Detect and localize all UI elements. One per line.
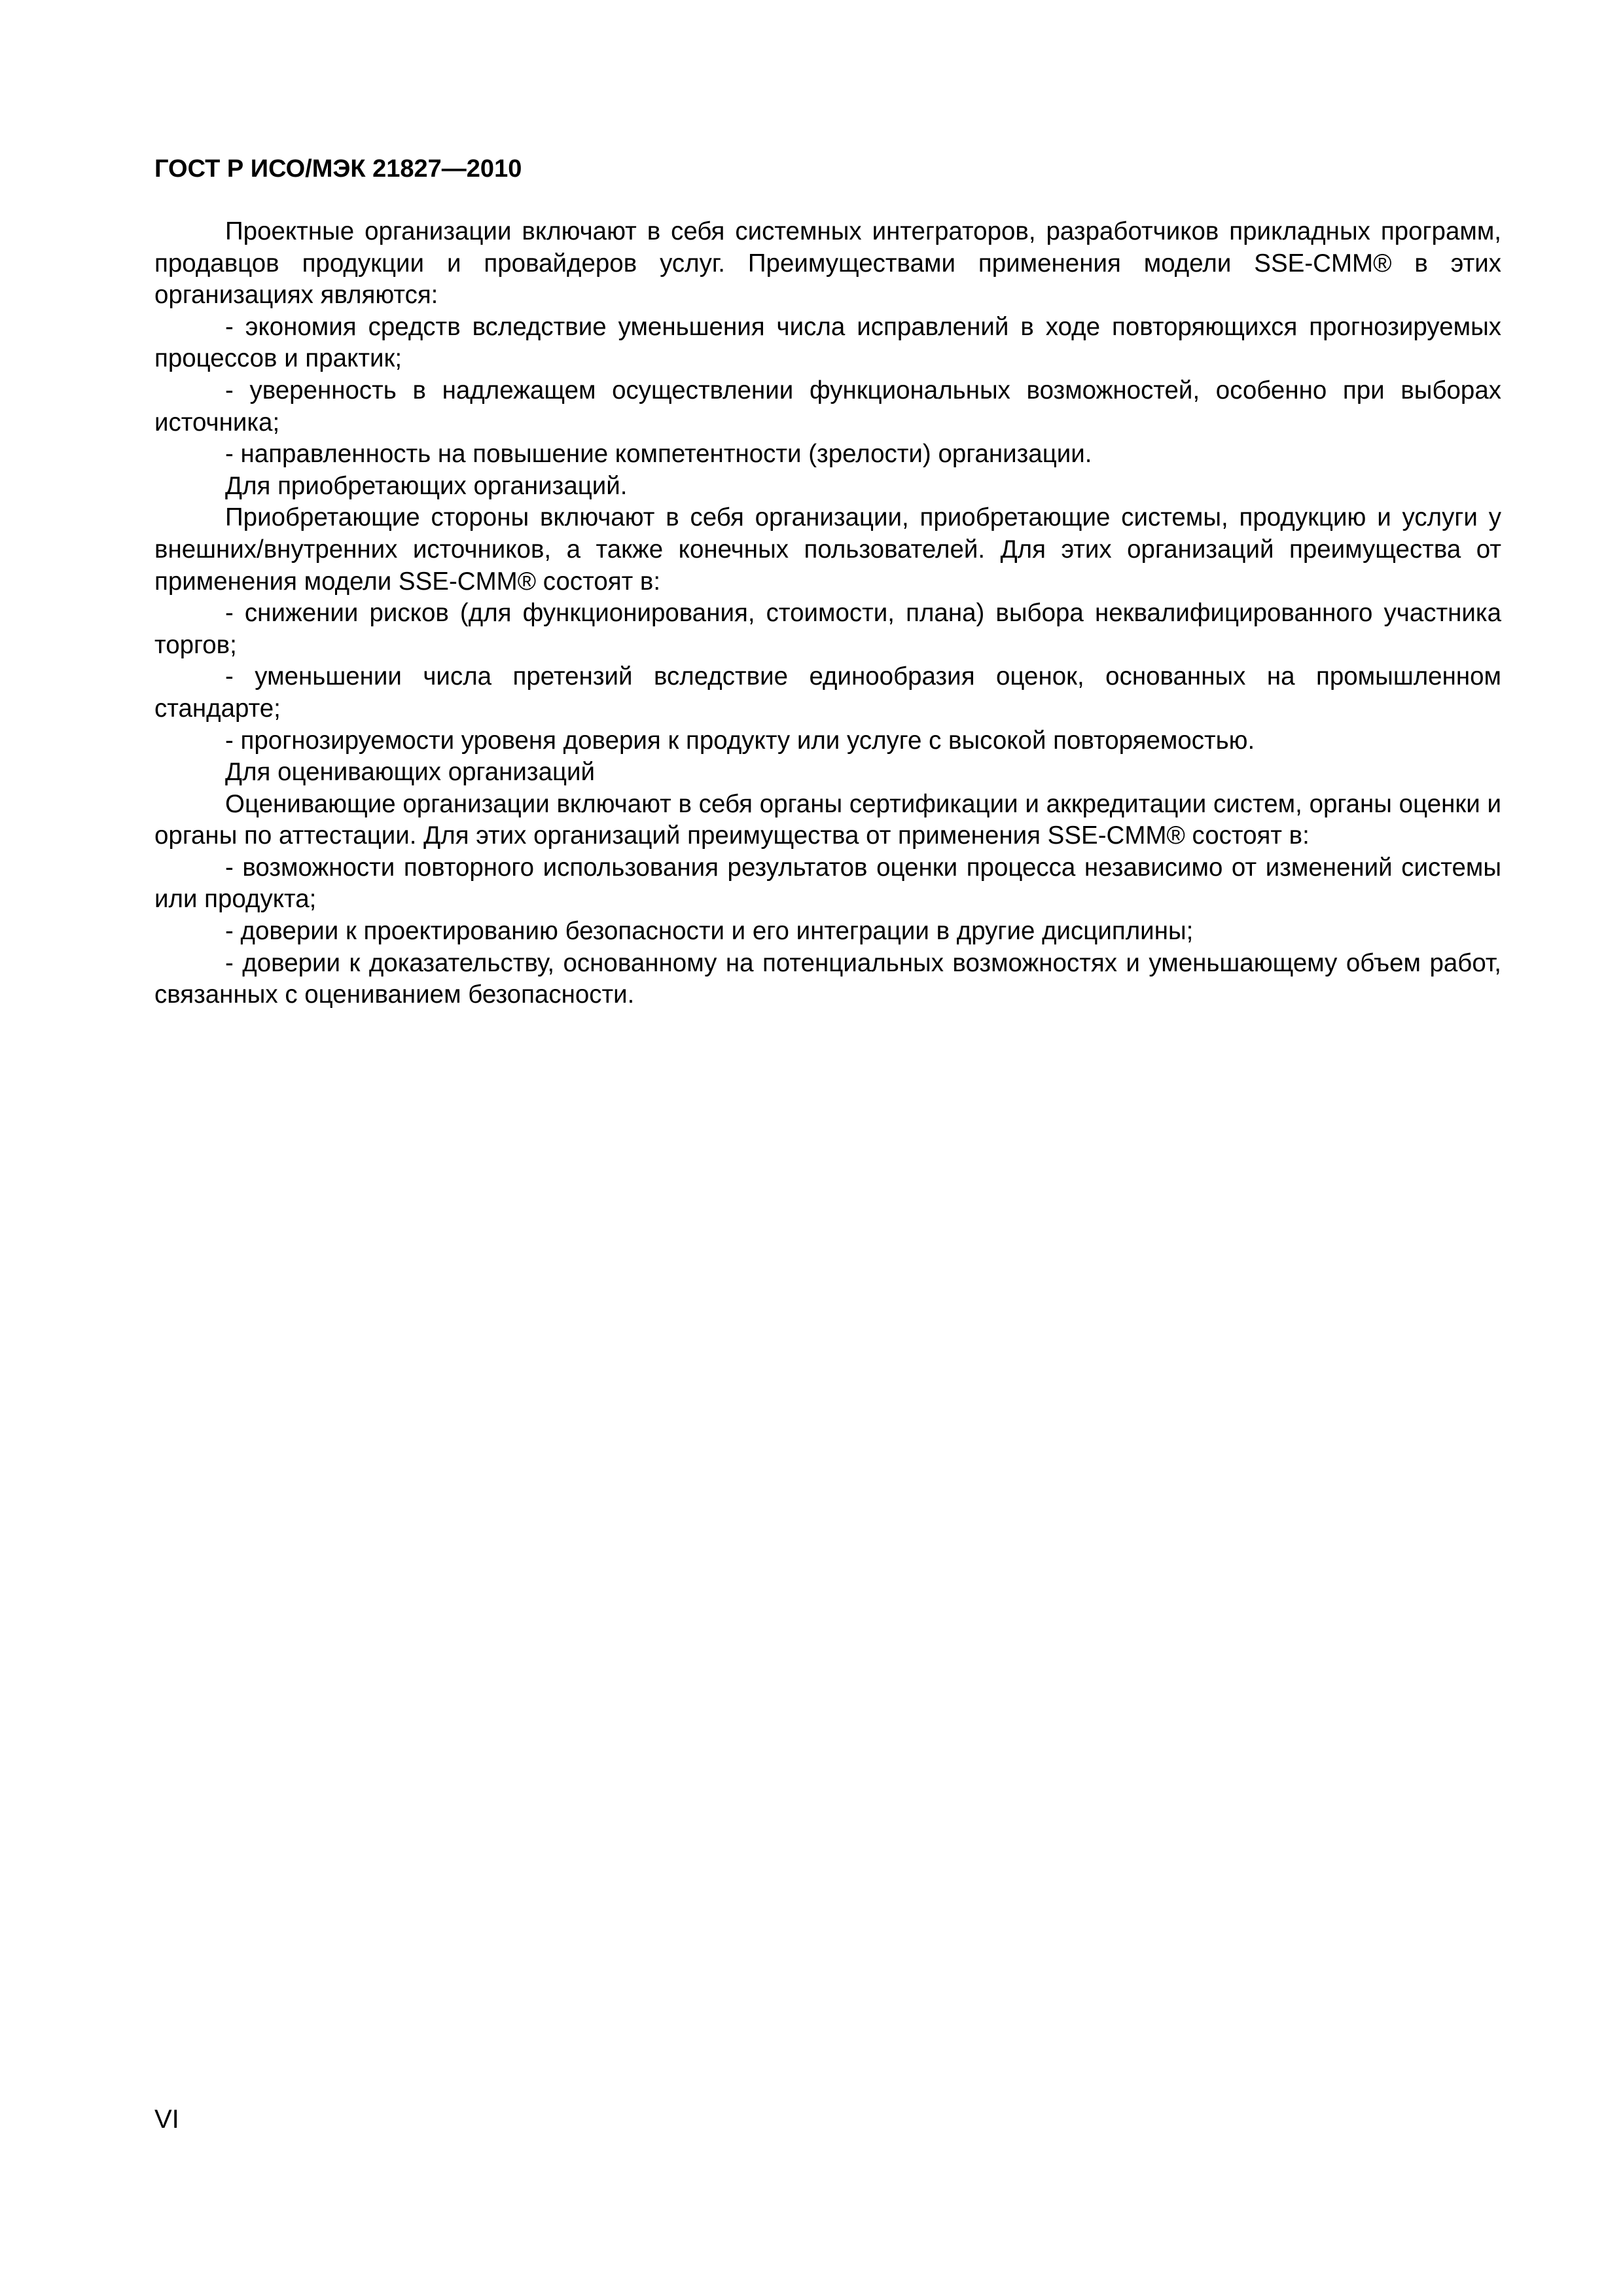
list-item-cost-savings: - экономия средств вследствие уменьшения числа исправлений в ходе повторяющихся прогнозируемых процессов и практик; (154, 312, 1501, 373)
list-item-result-reuse: - возможности повторного использования результатов оценки процесса независимо от изменений системы или продукта; (154, 853, 1501, 914)
page-number: VI (154, 2105, 179, 2134)
paragraph-design-organizations-intro: Проектные организации включают в себя системных интеграторов, разработчиков прикладных программ, продавцов продукции и провайдеров услуг. Преимуществами применения модели SSE-CMM® в этих организациях являются: (154, 217, 1501, 310)
document-body (154, 216, 1501, 1011)
list-item-risk-reduction: - снижении рисков (для функционирования, стоимости, плана) выбора неквалифицированного участника торгов; (154, 599, 1501, 659)
list-item-evidence-trust: - доверии к доказательству, основанному на потенциальных возможностях и уменьшающему объем работ, связанных с оцениванием безопасности. (154, 948, 1501, 1009)
list-item-security-engineering-trust: - доверии к проектированию безопасности и его интеграции в другие дисциплины; (225, 917, 1194, 946)
list-item-fewer-claims: - уменьшении числа претензий вследствие единообразия оценок, основанных на промышленном стандарте; (154, 662, 1501, 723)
paragraph-acquiring-organizations-intro: Приобретающие стороны включают в себя организации, приобретающие системы, продукцию и услуги у внешних/внутренних источников, а также конечных пользователей. Для этих организаций преимущества от применения модели SSE-CMM® состоят в: (154, 503, 1501, 596)
standard-code-header: ГОСТ Р ИСО/МЭК 21827—2010 (154, 155, 522, 183)
list-item-maturity-focus: - направленность на повышение компетентности (зрелости) организации. (225, 440, 1092, 469)
paragraph-evaluating-organizations-intro: Оценивающие организации включают в себя органы сертификации и аккредитации систем, органы оценки и органы по аттестации. Для этих организаций преимущества от применения SSE-CMM® состоят в: (154, 789, 1501, 850)
list-item-functional-confidence: - уверенность в надлежащем осуществлении функциональных возможностей, особенно при выборах источника; (154, 376, 1501, 437)
section-heading-evaluating-organizations: Для оценивающих организаций (225, 758, 596, 787)
section-heading-acquiring-organizations: Для приобретающих организаций. (225, 471, 628, 500)
list-item-predictable-trust: - прогнозируемости уровеня доверия к продукту или услуге с высокой повторяемостью. (225, 726, 1255, 755)
